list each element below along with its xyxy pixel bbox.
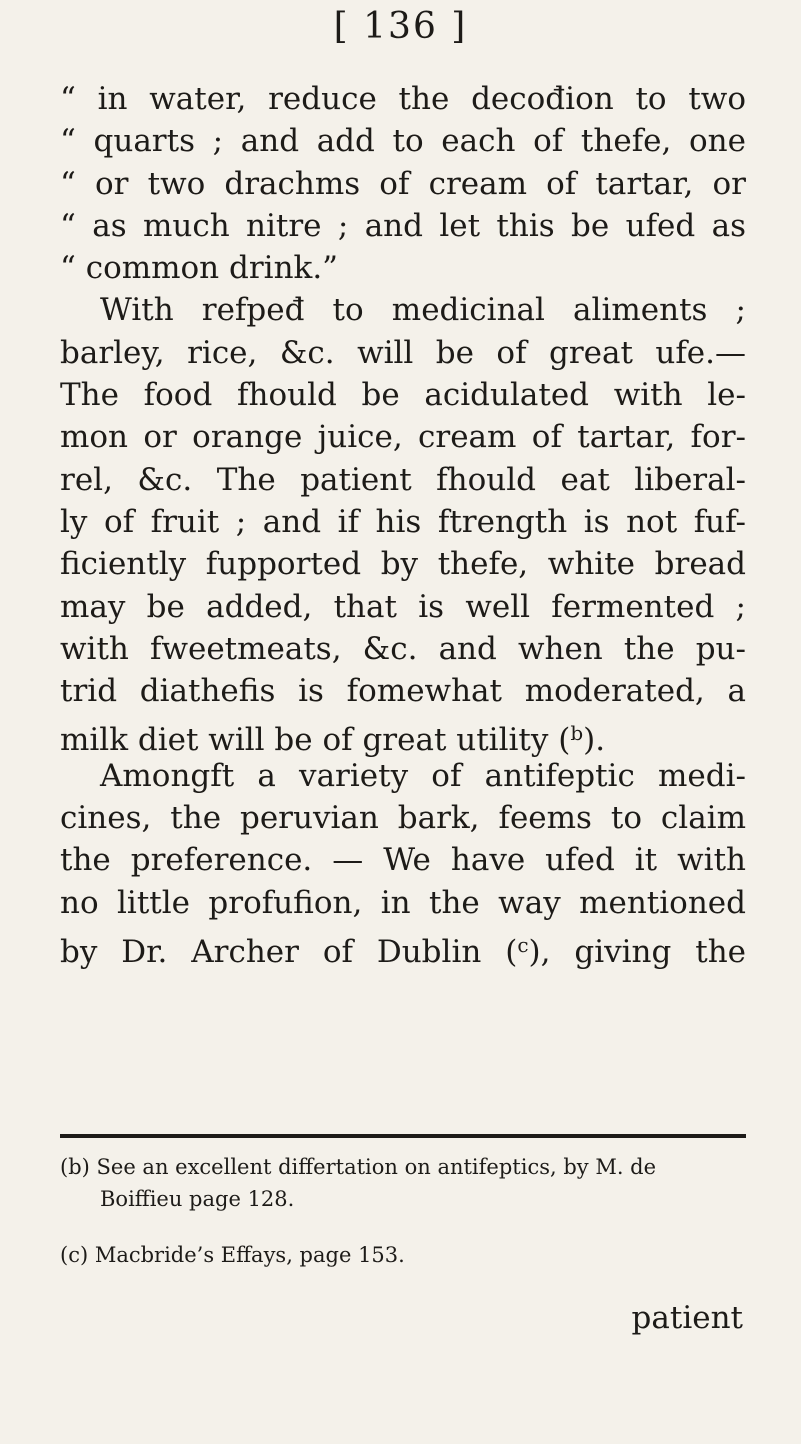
text-line: The food fhould be acidulated with le-: [60, 377, 746, 414]
text-line: cines, the peruvian bark, feems to claim: [60, 800, 746, 837]
text-line: [60, 924, 747, 970]
footnote-ref-b: b: [570, 721, 584, 746]
footnote-c-line: (c) Macbride’s Effays, page 153.: [60, 1243, 405, 1267]
text-run: by Dr. Archer of Dublin (: [60, 933, 518, 970]
text-line: “ or two drachms of cream of tartar, or: [60, 165, 746, 202]
text-line: may be added, that is well fermented ;: [60, 588, 746, 625]
catchword: patient: [631, 1300, 743, 1336]
text-line: mon or orange juice, cream of tartar, for-: [60, 419, 746, 456]
text-line: ly of fruit ; and if his ftrength is not fuf-: [60, 503, 746, 540]
footnote-ref-c: c: [517, 932, 529, 957]
text-line: rel, &c. The patient fhould eat liberal-: [60, 461, 746, 498]
text-line: [60, 712, 746, 759]
text-line: “ common drink.”: [60, 250, 339, 287]
footnote-rule: [60, 1134, 746, 1138]
text-line: with fweetmeats, &c. and when the pu-: [60, 630, 746, 667]
text-line: no little profufion, in the way mentioned: [60, 884, 746, 921]
text-run: milk diet will be of great utility (: [60, 722, 571, 759]
footnote-b-line: Boiffieu page 128.: [100, 1187, 295, 1211]
paragraph-start-line: Amongft a variety of antifeptic medi-: [100, 757, 746, 794]
footnotes: [60, 1151, 746, 1271]
footnote-gap: [60, 1215, 746, 1239]
text-run: ), giving the: [528, 933, 747, 970]
footnote-b-line: (b) See an excellent differtation on antifeptics, by M. de: [60, 1155, 657, 1179]
body-text: [60, 78, 747, 970]
text-line: trid diathefis is fomewhat moderated, a: [60, 673, 746, 710]
text-line: “ as much nitre ; and let this be ufed as: [60, 207, 746, 244]
text-line: “ in water, reduce the decođion to two: [60, 81, 746, 117]
text-line: the preference. — We have ufed it with: [60, 842, 746, 879]
text-line: ficiently fupported by thefe, white bread: [60, 546, 746, 583]
page-number: [ 136 ]: [333, 6, 468, 47]
text-line: barley, rice, &c. will be of great ufe.—: [60, 334, 746, 371]
text-line: “ quarts ; and add to each of thefe, one: [60, 123, 746, 160]
paragraph-start-line: With refpeđ to medicinal aliments ;: [100, 292, 746, 329]
text-run: ).: [583, 722, 606, 759]
